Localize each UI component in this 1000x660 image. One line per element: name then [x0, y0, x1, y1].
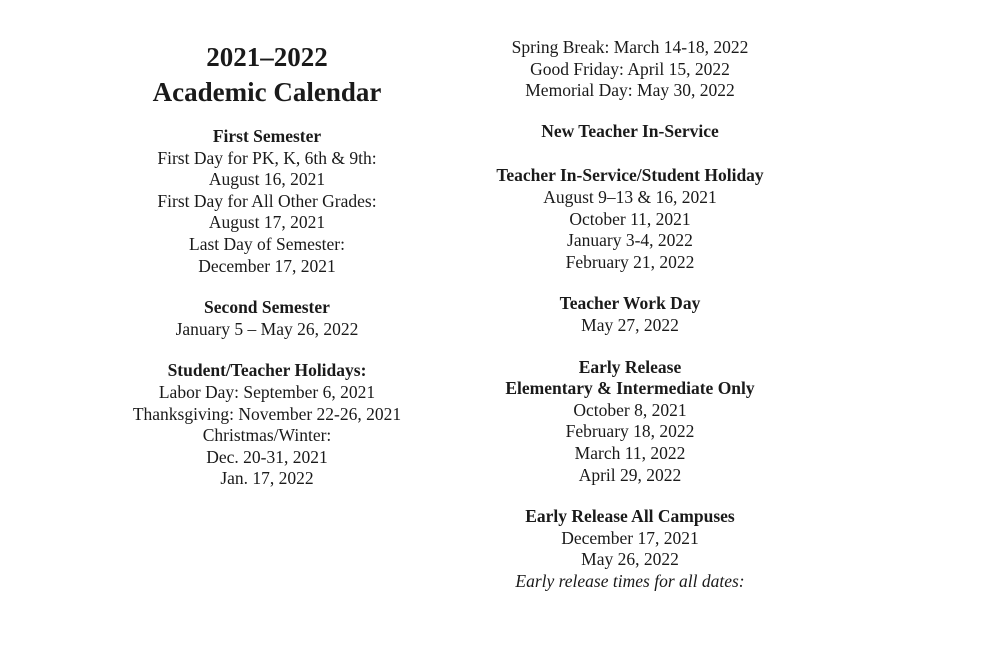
first-semester-heading: First Semester: [212, 126, 322, 146]
inservice-line: February 21, 2022: [565, 251, 695, 272]
second-semester-section: [87, 297, 447, 340]
inservice-line: August 9–13 & 16, 2021: [543, 186, 717, 207]
holiday-line: Jan. 17, 2022: [220, 468, 314, 489]
early-release-all-line: May 26, 2022: [581, 549, 679, 570]
inservice-line: January 3-4, 2022: [567, 230, 693, 251]
early-release-line: April 29, 2022: [578, 464, 682, 485]
holiday-line: Good Friday: April 15, 2022: [530, 58, 730, 79]
inservice-line: October 11, 2021: [569, 208, 691, 229]
early-release-all-section: [450, 506, 810, 592]
first-semester-line: First Day for PK, K, 6th & 9th:: [157, 147, 377, 168]
inservice-section: [450, 165, 810, 273]
early-release-all-heading: Early Release All Campuses: [525, 506, 735, 527]
right-column: [450, 0, 810, 592]
holidays-continued-section: [450, 37, 810, 102]
early-release-subheading: Elementary & Intermediate Only: [505, 378, 755, 399]
early-release-line: March 11, 2022: [574, 442, 686, 463]
second-semester-line: January 5 – May 26, 2022: [175, 318, 359, 339]
early-release-all-line: December 17, 2021: [561, 527, 699, 548]
new-teacher-heading: New Teacher In-Service: [541, 120, 719, 141]
first-semester-line: Last Day of Semester:: [189, 233, 345, 254]
first-semester-line: August 17, 2021: [208, 212, 326, 233]
first-semester-line: December 17, 2021: [198, 255, 336, 276]
left-column: [87, 0, 447, 490]
second-semester-heading: Second Semester: [204, 297, 330, 318]
early-release-times-note: Early release times for all dates:: [515, 570, 745, 591]
inservice-heading: Teacher In-Service/Student Holiday: [496, 165, 764, 186]
holiday-line: Labor Day: September 6, 2021: [158, 381, 376, 402]
early-release-line: February 18, 2022: [565, 421, 695, 442]
holidays-heading: Student/Teacher Holidays:: [167, 360, 367, 381]
workday-line: May 27, 2022: [581, 314, 679, 335]
early-release-heading: Early Release: [578, 356, 682, 377]
calendar-year-title: 2021–2022: [206, 42, 328, 72]
holiday-line: Christmas/Winter:: [202, 425, 332, 446]
calendar-title: Academic Calendar: [152, 77, 382, 107]
workday-section: [450, 293, 810, 336]
holiday-line: Spring Break: March 14-18, 2022: [511, 37, 749, 57]
early-release-line: October 8, 2021: [573, 399, 687, 420]
holiday-line: Thanksgiving: November 22-26, 2021: [132, 403, 402, 424]
first-semester-line: First Day for All Other Grades:: [157, 190, 377, 211]
first-semester-line: August 16, 2021: [208, 169, 326, 190]
early-release-section: [450, 357, 810, 487]
first-semester-section: [87, 126, 447, 277]
workday-heading: Teacher Work Day: [559, 293, 701, 314]
holiday-line: Memorial Day: May 30, 2022: [525, 80, 735, 101]
holidays-section: [87, 360, 447, 490]
holiday-line: Dec. 20-31, 2021: [206, 446, 328, 467]
